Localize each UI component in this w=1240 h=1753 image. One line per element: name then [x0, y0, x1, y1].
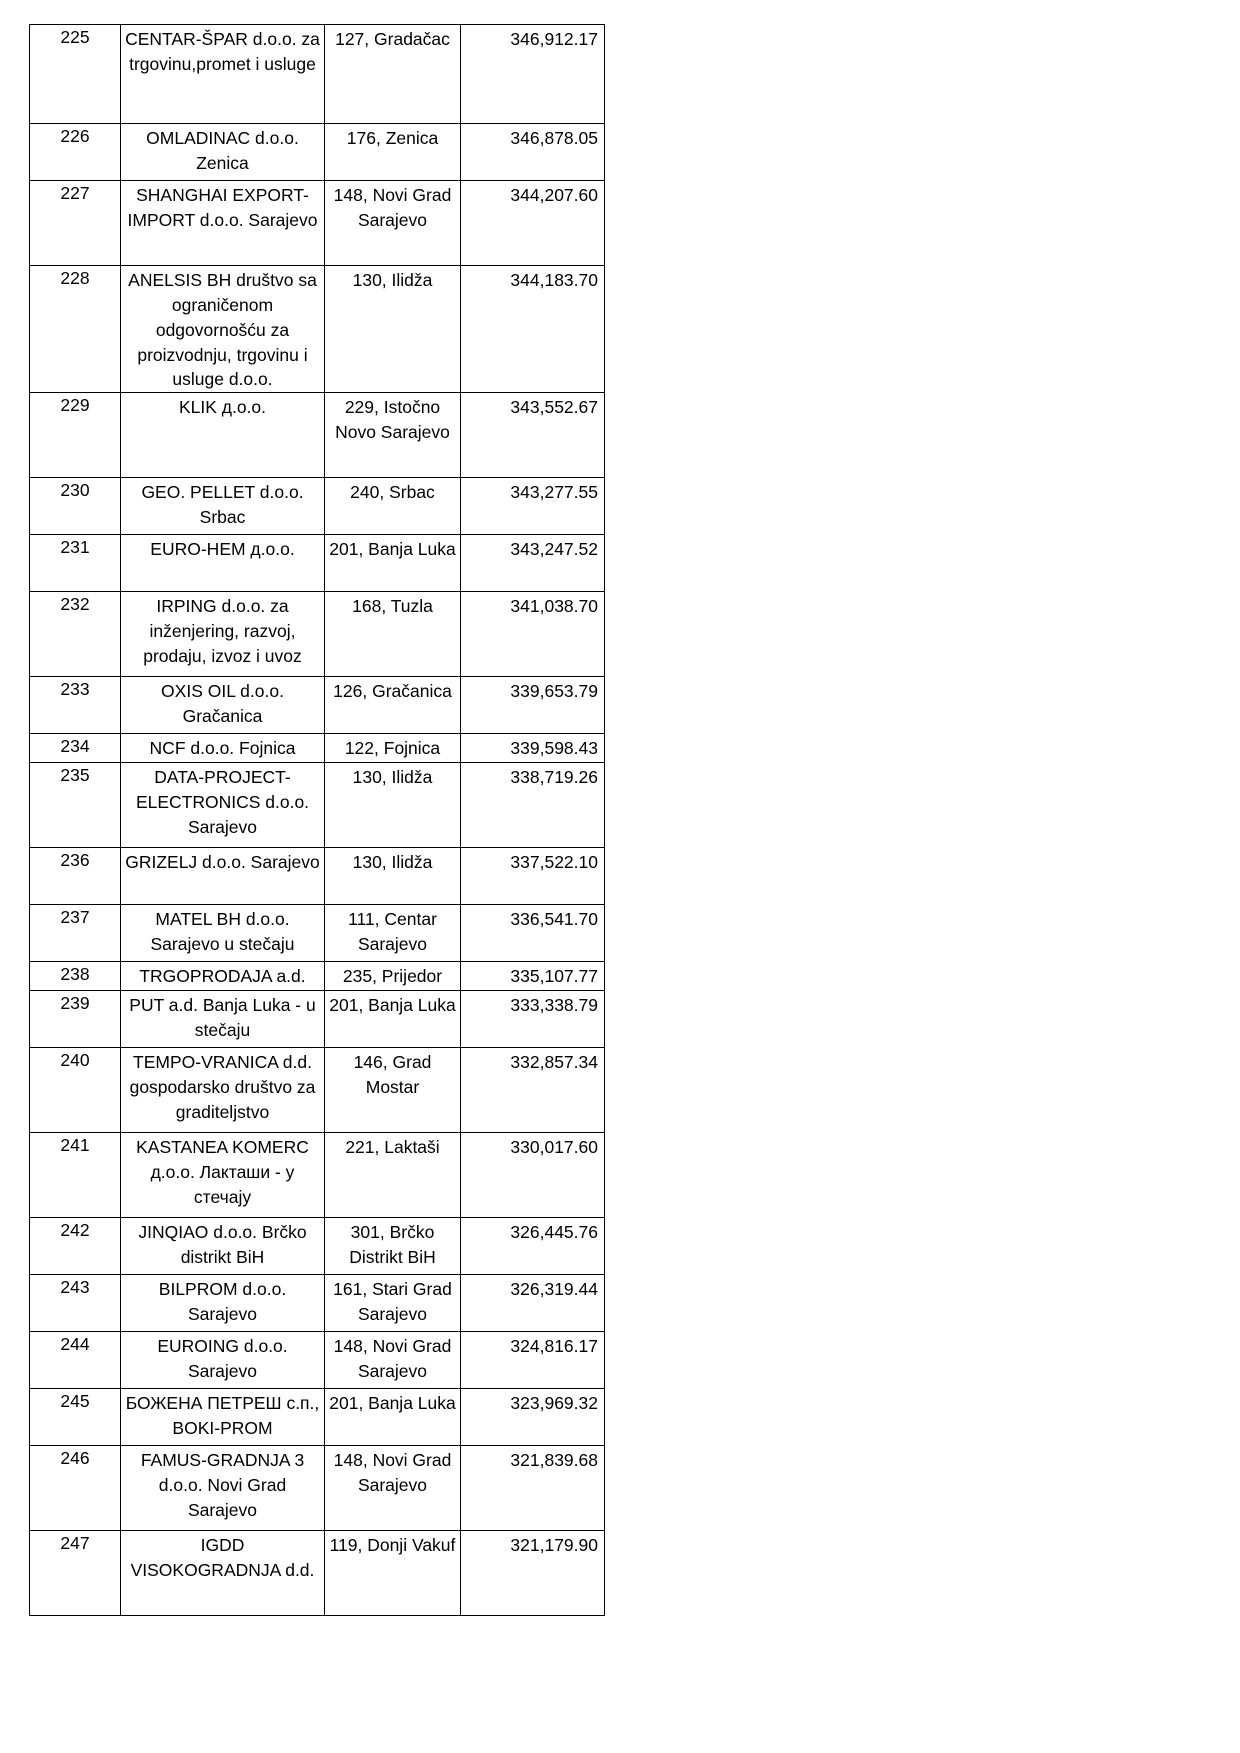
row-index-value: 239: [60, 993, 90, 1014]
company-name-value: MATEL BH d.o.o. Sarajevo u stečaju: [150, 909, 295, 955]
registry-table-body: [30, 25, 605, 1616]
municipality-cell: [325, 734, 461, 763]
row-index-value: 230: [60, 480, 90, 501]
amount-cell: [461, 478, 605, 535]
company-name-cell: [121, 1446, 325, 1531]
municipality-value: 148, Novi Grad Sarajevo: [333, 1450, 452, 1496]
municipality-value: 221, Laktaši: [345, 1137, 440, 1158]
company-name-cell: [121, 124, 325, 181]
company-name-value: БОЖЕНА ПЕТРЕШ с.п., BOKI-PROM: [125, 1393, 320, 1439]
company-name-cell: [121, 848, 325, 905]
row-index-cell: [30, 1275, 121, 1332]
amount-value: 343,277.55: [510, 482, 598, 503]
municipality-value: 176, Zenica: [346, 128, 439, 148]
amount-cell: [461, 677, 605, 734]
row-index-value: 228: [60, 268, 90, 288]
amount-value: 333,338.79: [510, 995, 598, 1016]
municipality-value: 235, Prijedor: [342, 966, 443, 987]
amount-cell: [461, 1531, 605, 1616]
company-name-value: ANELSIS BH društvo sa ograničenom odgovornošću za proizvodnju, trgovinu i usluge d.o.o.: [128, 270, 317, 390]
company-name-value: DATA-PROJECT-ELECTRONICS d.o.o. Sarajevo: [135, 767, 310, 837]
amount-value: 321,839.68: [510, 1450, 598, 1471]
municipality-cell: [325, 266, 461, 393]
row-index-value: 241: [60, 1135, 90, 1156]
company-name-cell: [121, 478, 325, 535]
row-index-value: 246: [60, 1448, 90, 1469]
municipality-value: 130, Ilidža: [352, 270, 433, 290]
municipality-cell: [325, 181, 461, 266]
row-index-cell: [30, 266, 121, 393]
company-name-value: NCF d.o.o. Fojnica: [149, 738, 296, 759]
company-name-value: IGDD VISOKOGRADNJA d.d.: [130, 1535, 315, 1581]
amount-cell: [461, 962, 605, 991]
company-name-cell: [121, 991, 325, 1048]
municipality-value: 126, Gračanica: [333, 681, 452, 702]
row-index-value: 227: [60, 183, 90, 203]
table-row: [30, 478, 605, 535]
municipality-cell: [325, 1133, 461, 1218]
municipality-cell: [325, 478, 461, 535]
company-name-value: SHANGHAI EXPORT-IMPORT d.o.o. Sarajevo: [127, 185, 318, 230]
amount-cell: [461, 25, 605, 124]
amount-cell: [461, 1332, 605, 1389]
company-name-cell: [121, 393, 325, 478]
amount-cell: [461, 991, 605, 1048]
company-name-value: IRPING d.o.o. za inženjering, razvoj, prodaju, izvoz i uvoz: [143, 596, 302, 666]
table-row: [30, 962, 605, 991]
table-row: [30, 25, 605, 124]
row-index-value: 226: [60, 126, 90, 146]
amount-cell: [461, 393, 605, 478]
municipality-value: 111, Centar Sarajevo: [348, 909, 437, 955]
amount-value: 323,969.32: [510, 1393, 598, 1414]
row-index-value: 244: [60, 1334, 90, 1355]
amount-cell: [461, 1389, 605, 1446]
amount-value: 324,816.17: [510, 1336, 598, 1357]
row-index-value: 242: [60, 1220, 90, 1241]
company-name-cell: [121, 592, 325, 677]
amount-value: 339,653.79: [510, 681, 598, 702]
amount-cell: [461, 1275, 605, 1332]
table-row: [30, 124, 605, 181]
company-name-cell: [121, 1389, 325, 1446]
row-index-cell: [30, 1048, 121, 1133]
row-index-value: 243: [60, 1277, 90, 1298]
table-row: [30, 1275, 605, 1332]
company-name-cell: [121, 763, 325, 848]
row-index-value: 236: [60, 850, 90, 871]
municipality-value: 130, Ilidža: [352, 852, 433, 873]
amount-cell: [461, 181, 605, 266]
municipality-value: 168, Tuzla: [352, 596, 433, 617]
municipality-cell: [325, 393, 461, 478]
municipality-cell: [325, 1218, 461, 1275]
company-name-cell: [121, 677, 325, 734]
row-index-cell: [30, 1389, 121, 1446]
company-name-value: OMLADINAC d.o.o. Zenica: [146, 128, 299, 173]
company-name-value: EURO-HEM д.о.о.: [150, 539, 295, 560]
table-row: [30, 734, 605, 763]
row-index-value: 237: [60, 907, 90, 928]
row-index-cell: [30, 763, 121, 848]
company-name-value: TEMPO-VRANICA d.d. gospodarsko društvo za graditeljstvo: [129, 1052, 316, 1122]
municipality-cell: [325, 25, 461, 124]
table-row: [30, 905, 605, 962]
row-index-value: 235: [60, 765, 90, 786]
table-row: [30, 848, 605, 905]
company-name-value: CENTAR-ŠPAR d.o.o. za trgovinu,promet i usluge: [125, 29, 320, 74]
row-index-cell: [30, 962, 121, 991]
table-row: [30, 1133, 605, 1218]
municipality-value: 130, Ilidža: [352, 767, 433, 788]
amount-cell: [461, 124, 605, 181]
municipality-cell: [325, 1531, 461, 1616]
company-name-value: BILPROM d.o.o. Sarajevo: [158, 1279, 287, 1325]
company-name-value: EUROING d.o.o. Sarajevo: [157, 1336, 288, 1382]
municipality-value: 201, Banja Luka: [329, 539, 456, 560]
row-index-cell: [30, 677, 121, 734]
row-index-cell: [30, 848, 121, 905]
municipality-cell: [325, 677, 461, 734]
table-row: [30, 1332, 605, 1389]
company-name-cell: [121, 1531, 325, 1616]
amount-cell: [461, 266, 605, 393]
company-name-cell: [121, 1332, 325, 1389]
row-index-value: 240: [60, 1050, 90, 1071]
amount-cell: [461, 734, 605, 763]
company-name-cell: [121, 1275, 325, 1332]
amount-value: 335,107.77: [510, 966, 598, 987]
row-index-cell: [30, 1446, 121, 1531]
municipality-value: 148, Novi Grad Sarajevo: [333, 1336, 452, 1382]
table-row: [30, 1218, 605, 1275]
municipality-cell: [325, 1275, 461, 1332]
company-name-value: PUT a.d. Banja Luka - u stečaju: [129, 995, 316, 1041]
table-row: [30, 1048, 605, 1133]
municipality-cell: [325, 1048, 461, 1133]
municipality-cell: [325, 535, 461, 592]
company-name-value: JINQIAO d.o.o. Brčko distrikt BiH: [138, 1222, 307, 1268]
amount-cell: [461, 848, 605, 905]
table-row: [30, 1389, 605, 1446]
municipality-value: 127, Gradačac: [335, 29, 450, 49]
company-name-cell: [121, 905, 325, 962]
row-index-value: 232: [60, 594, 90, 615]
amount-cell: [461, 905, 605, 962]
table-row: [30, 1446, 605, 1531]
municipality-cell: [325, 962, 461, 991]
municipality-value: 119, Donji Vakuf: [329, 1535, 456, 1556]
municipality-value: 122, Fojnica: [344, 738, 441, 759]
row-index-cell: [30, 1531, 121, 1616]
registry-table: [29, 24, 605, 1616]
company-name-cell: [121, 181, 325, 266]
row-index-value: 234: [60, 736, 90, 757]
amount-value: 346,912.17: [510, 29, 598, 49]
amount-value: 337,522.10: [510, 852, 598, 873]
company-name-value: GRIZELJ d.o.o. Sarajevo: [125, 852, 320, 873]
amount-value: 343,247.52: [510, 539, 598, 560]
amount-value: 346,878.05: [510, 128, 598, 148]
row-index-cell: [30, 181, 121, 266]
amount-cell: [461, 592, 605, 677]
municipality-value: 301, Brčko Distrikt BiH: [349, 1222, 436, 1268]
company-name-value: OXIS OIL d.o.o. Gračanica: [161, 681, 284, 727]
company-name-value: KASTANEA KOMERC д.о.о. Лакташи - у стечају: [136, 1137, 309, 1207]
municipality-value: 148, Novi Grad Sarajevo: [333, 185, 452, 230]
registry-table-container: [29, 24, 604, 1616]
amount-value: 343,552.67: [510, 397, 598, 418]
municipality-cell: [325, 1446, 461, 1531]
municipality-cell: [325, 991, 461, 1048]
amount-value: 326,319.44: [510, 1279, 598, 1300]
row-index-cell: [30, 1332, 121, 1389]
table-row: [30, 181, 605, 266]
amount-cell: [461, 1218, 605, 1275]
amount-cell: [461, 763, 605, 848]
company-name-cell: [121, 1048, 325, 1133]
amount-value: 321,179.90: [510, 1535, 598, 1556]
row-index-value: 238: [60, 964, 90, 985]
table-row: [30, 266, 605, 393]
row-index-cell: [30, 535, 121, 592]
municipality-cell: [325, 848, 461, 905]
municipality-value: 201, Banja Luka: [329, 995, 456, 1016]
company-name-cell: [121, 266, 325, 393]
row-index-value: 247: [60, 1533, 90, 1554]
company-name-cell: [121, 25, 325, 124]
company-name-value: KLIK д.о.о.: [178, 397, 267, 418]
amount-cell: [461, 535, 605, 592]
municipality-value: 229, Istočno Novo Sarajevo: [335, 397, 450, 443]
amount-value: 330,017.60: [510, 1137, 598, 1158]
amount-cell: [461, 1446, 605, 1531]
table-row: [30, 1531, 605, 1616]
company-name-cell: [121, 1133, 325, 1218]
table-row: [30, 535, 605, 592]
row-index-cell: [30, 1218, 121, 1275]
row-index-cell: [30, 25, 121, 124]
amount-value: 326,445.76: [510, 1222, 598, 1243]
municipality-cell: [325, 1332, 461, 1389]
company-name-value: TRGOPRODAJA a.d.: [139, 966, 306, 987]
row-index-cell: [30, 991, 121, 1048]
row-index-value: 245: [60, 1391, 90, 1412]
row-index-value: 229: [60, 395, 90, 416]
amount-value: 338,719.26: [510, 767, 598, 788]
table-row: [30, 677, 605, 734]
municipality-cell: [325, 905, 461, 962]
table-row: [30, 592, 605, 677]
amount-value: 344,207.60: [510, 185, 598, 205]
table-row: [30, 393, 605, 478]
row-index-value: 231: [60, 537, 90, 558]
municipality-cell: [325, 124, 461, 181]
amount-value: 341,038.70: [510, 596, 598, 617]
company-name-value: FAMUS-GRADNJA 3 d.o.o. Novi Grad Sarajevo: [140, 1450, 305, 1520]
municipality-value: 161, Stari Grad Sarajevo: [333, 1279, 452, 1325]
municipality-value: 201, Banja Luka: [329, 1393, 456, 1414]
row-index-cell: [30, 905, 121, 962]
row-index-value: 225: [60, 27, 90, 47]
row-index-cell: [30, 478, 121, 535]
table-row: [30, 991, 605, 1048]
amount-value: 344,183.70: [510, 270, 598, 290]
row-index-cell: [30, 592, 121, 677]
municipality-cell: [325, 592, 461, 677]
municipality-value: 240, Srbac: [350, 482, 435, 503]
row-index-value: 233: [60, 679, 90, 700]
company-name-value: GEO. PELLET d.o.o. Srbac: [141, 482, 304, 528]
amount-value: 332,857.34: [510, 1052, 598, 1073]
company-name-cell: [121, 962, 325, 991]
company-name-cell: [121, 535, 325, 592]
municipality-cell: [325, 1389, 461, 1446]
row-index-cell: [30, 1133, 121, 1218]
amount-value: 339,598.43: [510, 738, 598, 759]
municipality-value: 146, Grad Mostar: [353, 1052, 432, 1098]
row-index-cell: [30, 124, 121, 181]
table-row: [30, 763, 605, 848]
amount-cell: [461, 1048, 605, 1133]
amount-cell: [461, 1133, 605, 1218]
row-index-cell: [30, 393, 121, 478]
municipality-cell: [325, 763, 461, 848]
row-index-cell: [30, 734, 121, 763]
amount-value: 336,541.70: [510, 909, 598, 930]
company-name-cell: [121, 734, 325, 763]
company-name-cell: [121, 1218, 325, 1275]
